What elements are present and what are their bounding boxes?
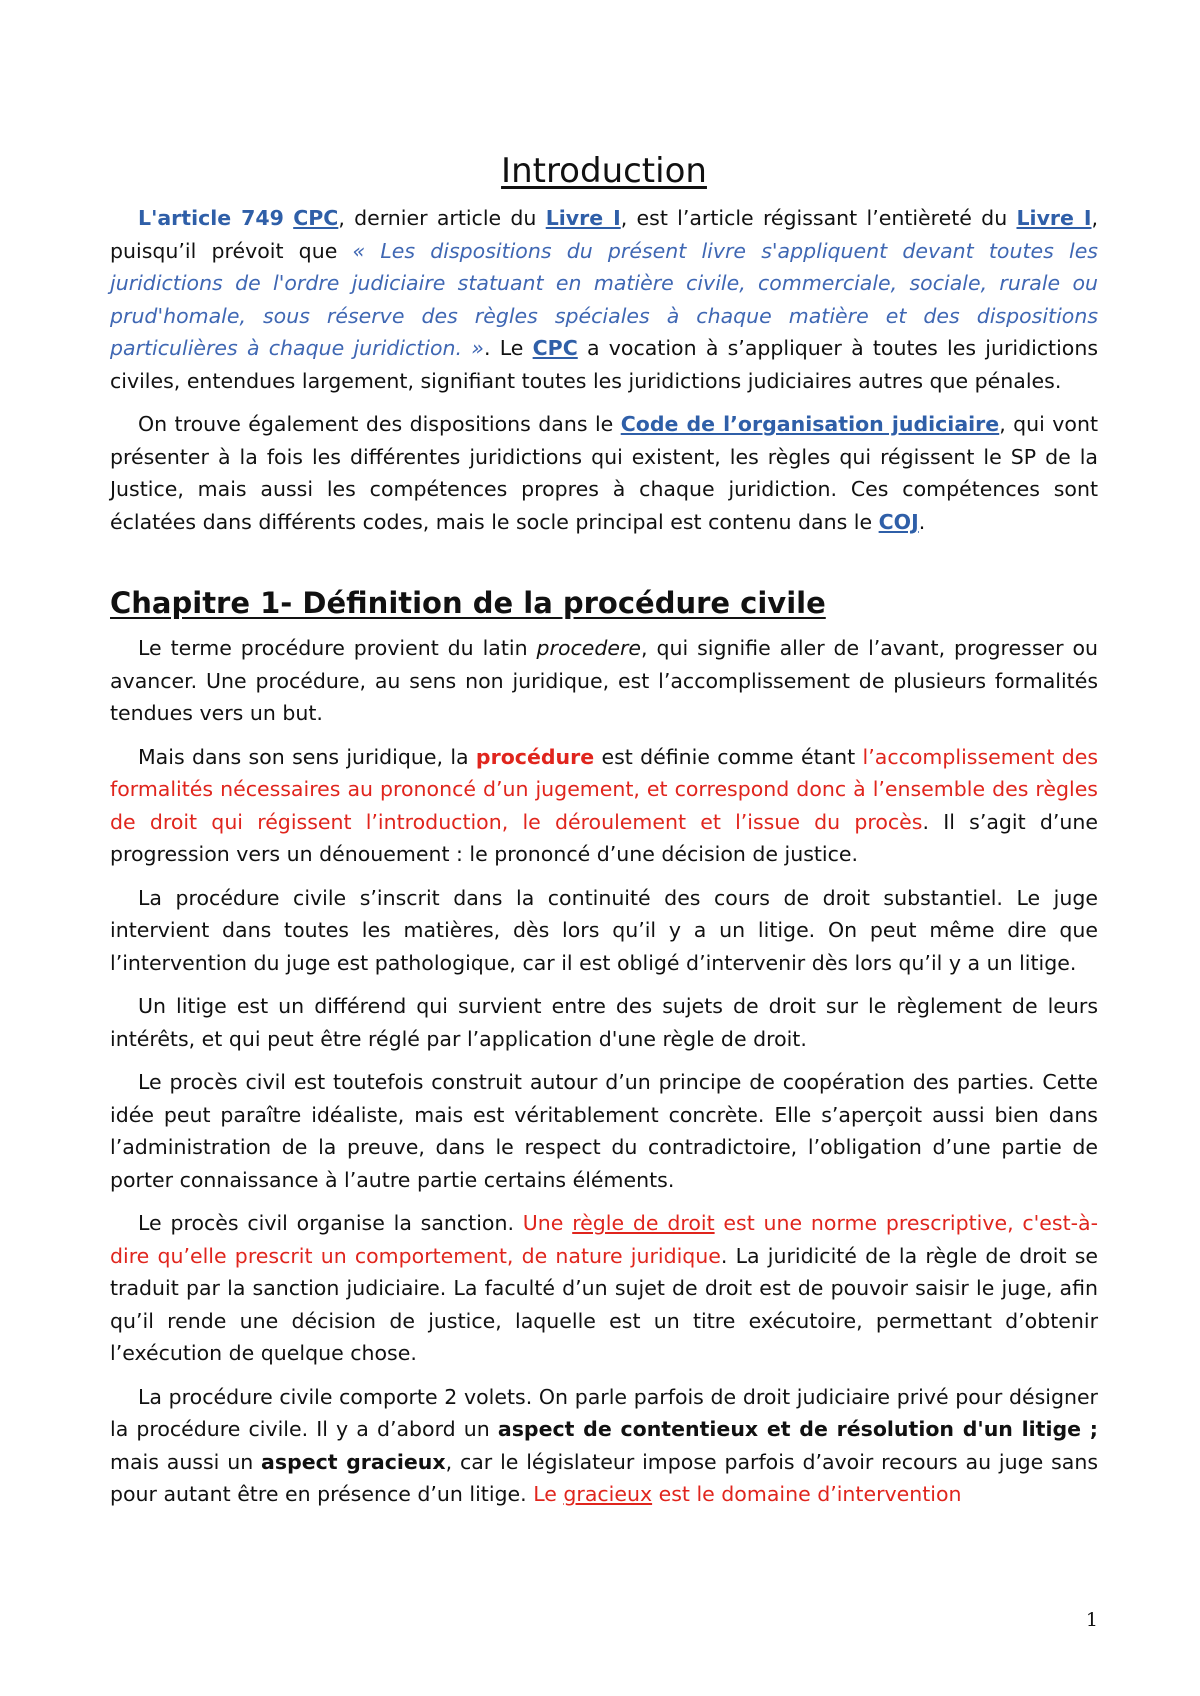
- chapter-paragraph-6: Le procès civil organise la sanction. Une règle de droit est une norme prescriptive, c'est-à-dire qu’elle prescrit un comportement, de nature juridique. La juridicité de la règle de droit se traduit par la sanction judiciaire. La faculté d’un sujet de droit est de pouvoir saisir le juge, afin qu’il rende une décision de justice, laquelle est un titre exécutoire, permettant d’obtenir l’exécution de quelque chose.: [110, 1211, 1098, 1365]
- coj-full-link[interactable]: Code de l’organisation judiciaire: [620, 412, 1000, 436]
- livre-i-link[interactable]: Livre I: [545, 206, 621, 230]
- chapter-paragraph-7: La procédure civile comporte 2 volets. On parle parfois de droit judiciaire privé pour désigner la procédure civile. Il y a d’abord un aspect de contentieux et de résolution d'un litige ; mais aussi un aspect gracieux, car le législateur impose parfois d’avoir recours au juge sans pour autant être en présence d’un litige. Le gracieux est le domaine d’intervention: [110, 1384, 1099, 1506]
- chapter-paragraph-4: Un litige est un différend qui survient entre des sujets de droit sur le règlement de leurs intérêts, et qui peut être réglé par l’application d'une règle de droit.: [110, 994, 1098, 1051]
- article-quote: « Les dispositions du présent livre s'appliquent devant toutes les juridictions de l'ordre judiciaire statuant en matière civile, commerciale, sociale, rurale ou prud'homale, sous réserve des règles spéciales à chaque matière et des dispositions particulières à chaque juridiction. »: [110, 238, 1098, 360]
- definition-highlight: l’accomplissement des formalités nécessaires au prononcé d’un jugement, et correspond donc à l’ensemble des règles de droit qui régissent l’introduction, le déroulement et l’issue du procès: [110, 744, 1098, 834]
- chapter-heading: Chapitre 1- Définition de la procédure civile: [110, 586, 826, 620]
- chapter-paragraph-1: Le terme procédure provient du latin procedere, qui signifie aller de l’avant, progresser ou avancer. Une procédure, au sens non juridique, est l’accomplissement de plusieurs formalités tendues vers un but.: [110, 636, 1099, 725]
- aspect-gracieux: aspect gracieux: [261, 1449, 446, 1474]
- aspect-contentieux: aspect de contentieux et de résolution d'un litige ;: [497, 1417, 1098, 1441]
- cpc-link[interactable]: CPC: [293, 206, 339, 230]
- regle-de-droit-term: règle de droit: [572, 1211, 715, 1235]
- chapter-paragraph-2: Mais dans son sens juridique, la procédure est définie comme étant l’accomplissement des formalités nécessaires au prononcé d’un jugement, et correspond donc à l’ensemble des règles de droit qui régissent l’introduction, le déroulement et l’issue du procès. Il s’agit d’une progression vers un dénouement : le prononcé d’une décision de justice.: [110, 744, 1098, 866]
- page-number: 1: [1085, 1609, 1098, 1631]
- keyword-procedure: procédure: [475, 744, 595, 769]
- chapter-paragraph-5: Le procès civil est toutefois construit autour d’un principe de coopération des parties. Cette idée peut paraître idéaliste, mais est véritablement concrète. Elle s’aperçoit aussi bien dans l’administration de la preuve, dans le respect du contradictoire, l’obligation d’une partie de porter connaissance à l’autre partie certains éléments.: [110, 1070, 1098, 1192]
- cpc-link-2[interactable]: CPC: [532, 336, 578, 360]
- coj-link[interactable]: COJ: [878, 509, 919, 534]
- page-content: [110, 148, 1098, 1522]
- intro-paragraph-1: L'article 749 CPC, dernier article du Livre I, est l’article régissant l’entièreté du Livre I, puisqu’il prévoit que « Les dispositions du présent livre s'appliquent devant toutes les juridictions de l'ordre judiciaire statuant en matière civile, commerciale, sociale, rurale ou prud'homale, sous réserve des règles spéciales à chaque matière et des dispositions particulières à chaque juridiction. ». Le CPC a vocation à s’appliquer à toutes les juridictions civiles, entendues largement, signifiant toutes les juridictions judiciaires autres que pénales.: [110, 206, 1099, 393]
- article-reference: L'article 749: [138, 206, 284, 230]
- chapter-paragraph-3: La procédure civile s’inscrit dans la continuité des cours de droit substantiel. Le juge intervient dans toutes les matières, dès lors qu’il y a un litige. On peut même dire que l’intervention du juge est pathologique, car il est obligé d’intervenir dès lors qu’il y a un litige.: [110, 885, 1098, 975]
- gracieux-term: gracieux: [563, 1482, 653, 1506]
- latin-term: procedere: [536, 636, 642, 660]
- page-title: Introduction: [501, 151, 707, 191]
- intro-paragraph-2: On trouve également des dispositions dans le Code de l’organisation judiciaire, qui vont présenter à la fois les différentes juridictions qui existent, les règles qui régissent le SP de la Justice, mais aussi les compétences propres à chaque juridiction. Ces compétences sont éclatées dans différents codes, mais le socle principal est contenu dans le COJ.: [110, 412, 1098, 534]
- livre-i-link-2[interactable]: Livre I: [1016, 206, 1092, 230]
